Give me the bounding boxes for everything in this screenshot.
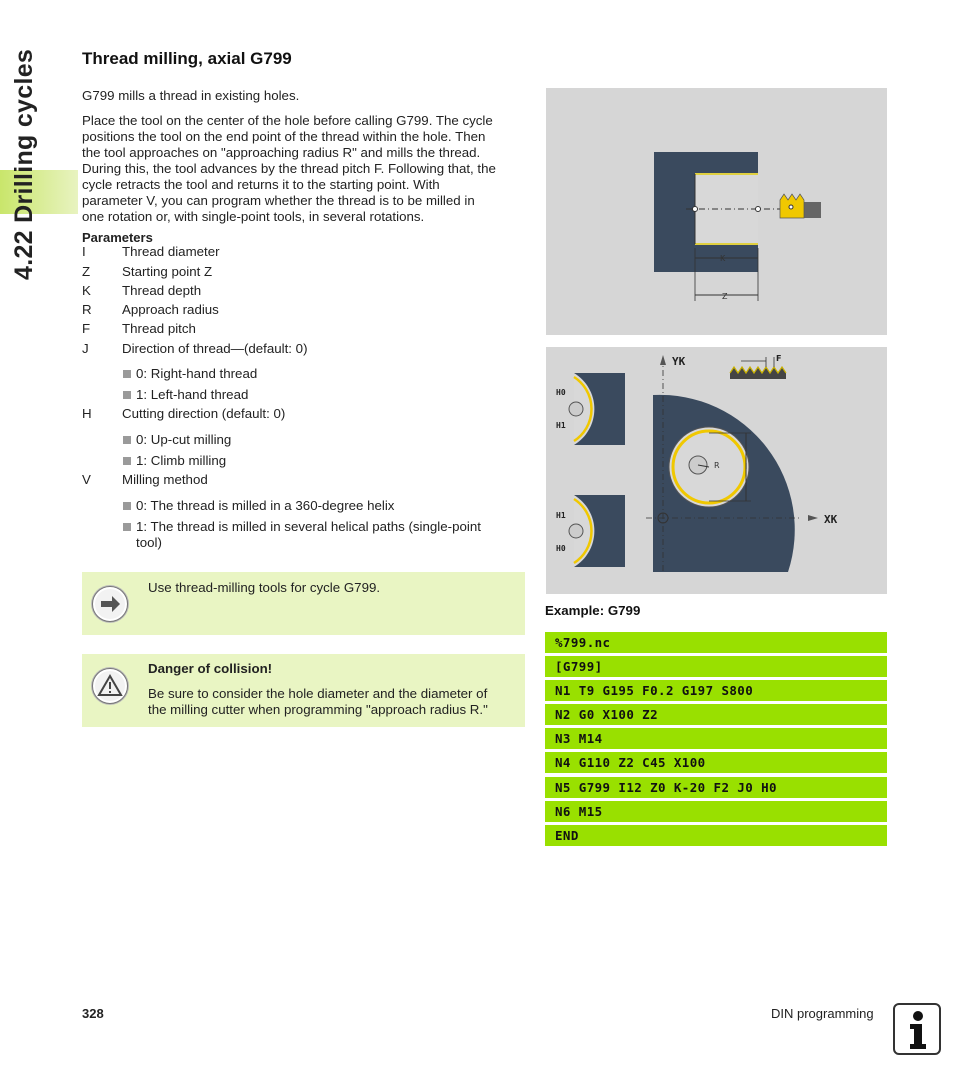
h1-label: H1 [556,421,566,430]
parameters-heading: Parameters [82,230,153,245]
code-line: N5 G799 I12 Z0 K-20 F2 J0 H0 [545,777,887,798]
code-line: N3 M14 [545,728,887,749]
h0-label: H0 [556,388,566,397]
code-line: N6 M15 [545,801,887,822]
tip-text: Use thread-milling tools for cycle G799. [148,580,381,595]
thread-front-view-figure [546,347,887,594]
code-line: END [545,825,887,846]
chapter-name: DIN programming [771,1006,874,1021]
list-item: 0: Right-hand thread [123,366,257,382]
code-line: %799.nc [545,632,887,653]
list-item: 1: Left-hand thread [123,387,248,403]
list-item: 1: Climb milling [123,453,226,469]
xk-axis-label: XK [824,513,838,526]
thread-side-view-figure [546,88,887,335]
warning-text: Be sure to consider the hole diameter and the diameter of the milling cutter when programming "approach radius R." [148,686,488,717]
warning-icon [92,668,128,704]
chapter-side-title: 4.22 Drilling cycles [10,48,38,280]
list-item: 1: The thread is milled in several helical paths (single-point tool) [123,519,523,551]
list-item: 0: Up-cut milling [123,432,231,448]
list-item: 0: The thread is milled in a 360-degree helix [123,498,394,514]
section-title: Thread milling, axial G799 [82,49,292,68]
warning-title: Danger of collision! [148,661,273,676]
warning-note [82,654,525,727]
h0-label-2: H0 [556,544,566,553]
example-caption: Example: G799 [545,603,641,618]
yk-axis-label: YK [672,355,686,368]
info-icon [893,1003,941,1055]
k-label: K [720,254,726,263]
code-line: N2 G0 X100 Z2 [545,704,887,725]
z-label: Z [722,292,728,301]
intro-text: G799 mills a thread in existing holes. [82,88,300,103]
arrow-right-icon [92,586,128,622]
h1-label-2: H1 [556,511,566,520]
r-label: R [714,461,720,470]
i-label: I [745,462,748,471]
tip-note [82,572,525,635]
description: Place the tool on the center of the hole before calling G799. The cycle positions the tool on the end point of the thread within the hole. Then the tool approaches on "approaching radius R" and mills the thread. During this, the tool advances by the thread pitch F. Following that, the cycle retracts the tool and returns it to the starting point. With parameter V, you can program whether the thread is to be milled in one rotation or, with single-point tools, in several rotations. [82,113,496,224]
code-line: [G799] [545,656,887,677]
code-line: N1 T9 G195 F0.2 G197 S800 [545,680,887,701]
code-line: N4 G110 Z2 C45 X100 [545,752,887,773]
page-number: 328 [82,1006,104,1021]
f-label: F [776,354,782,363]
